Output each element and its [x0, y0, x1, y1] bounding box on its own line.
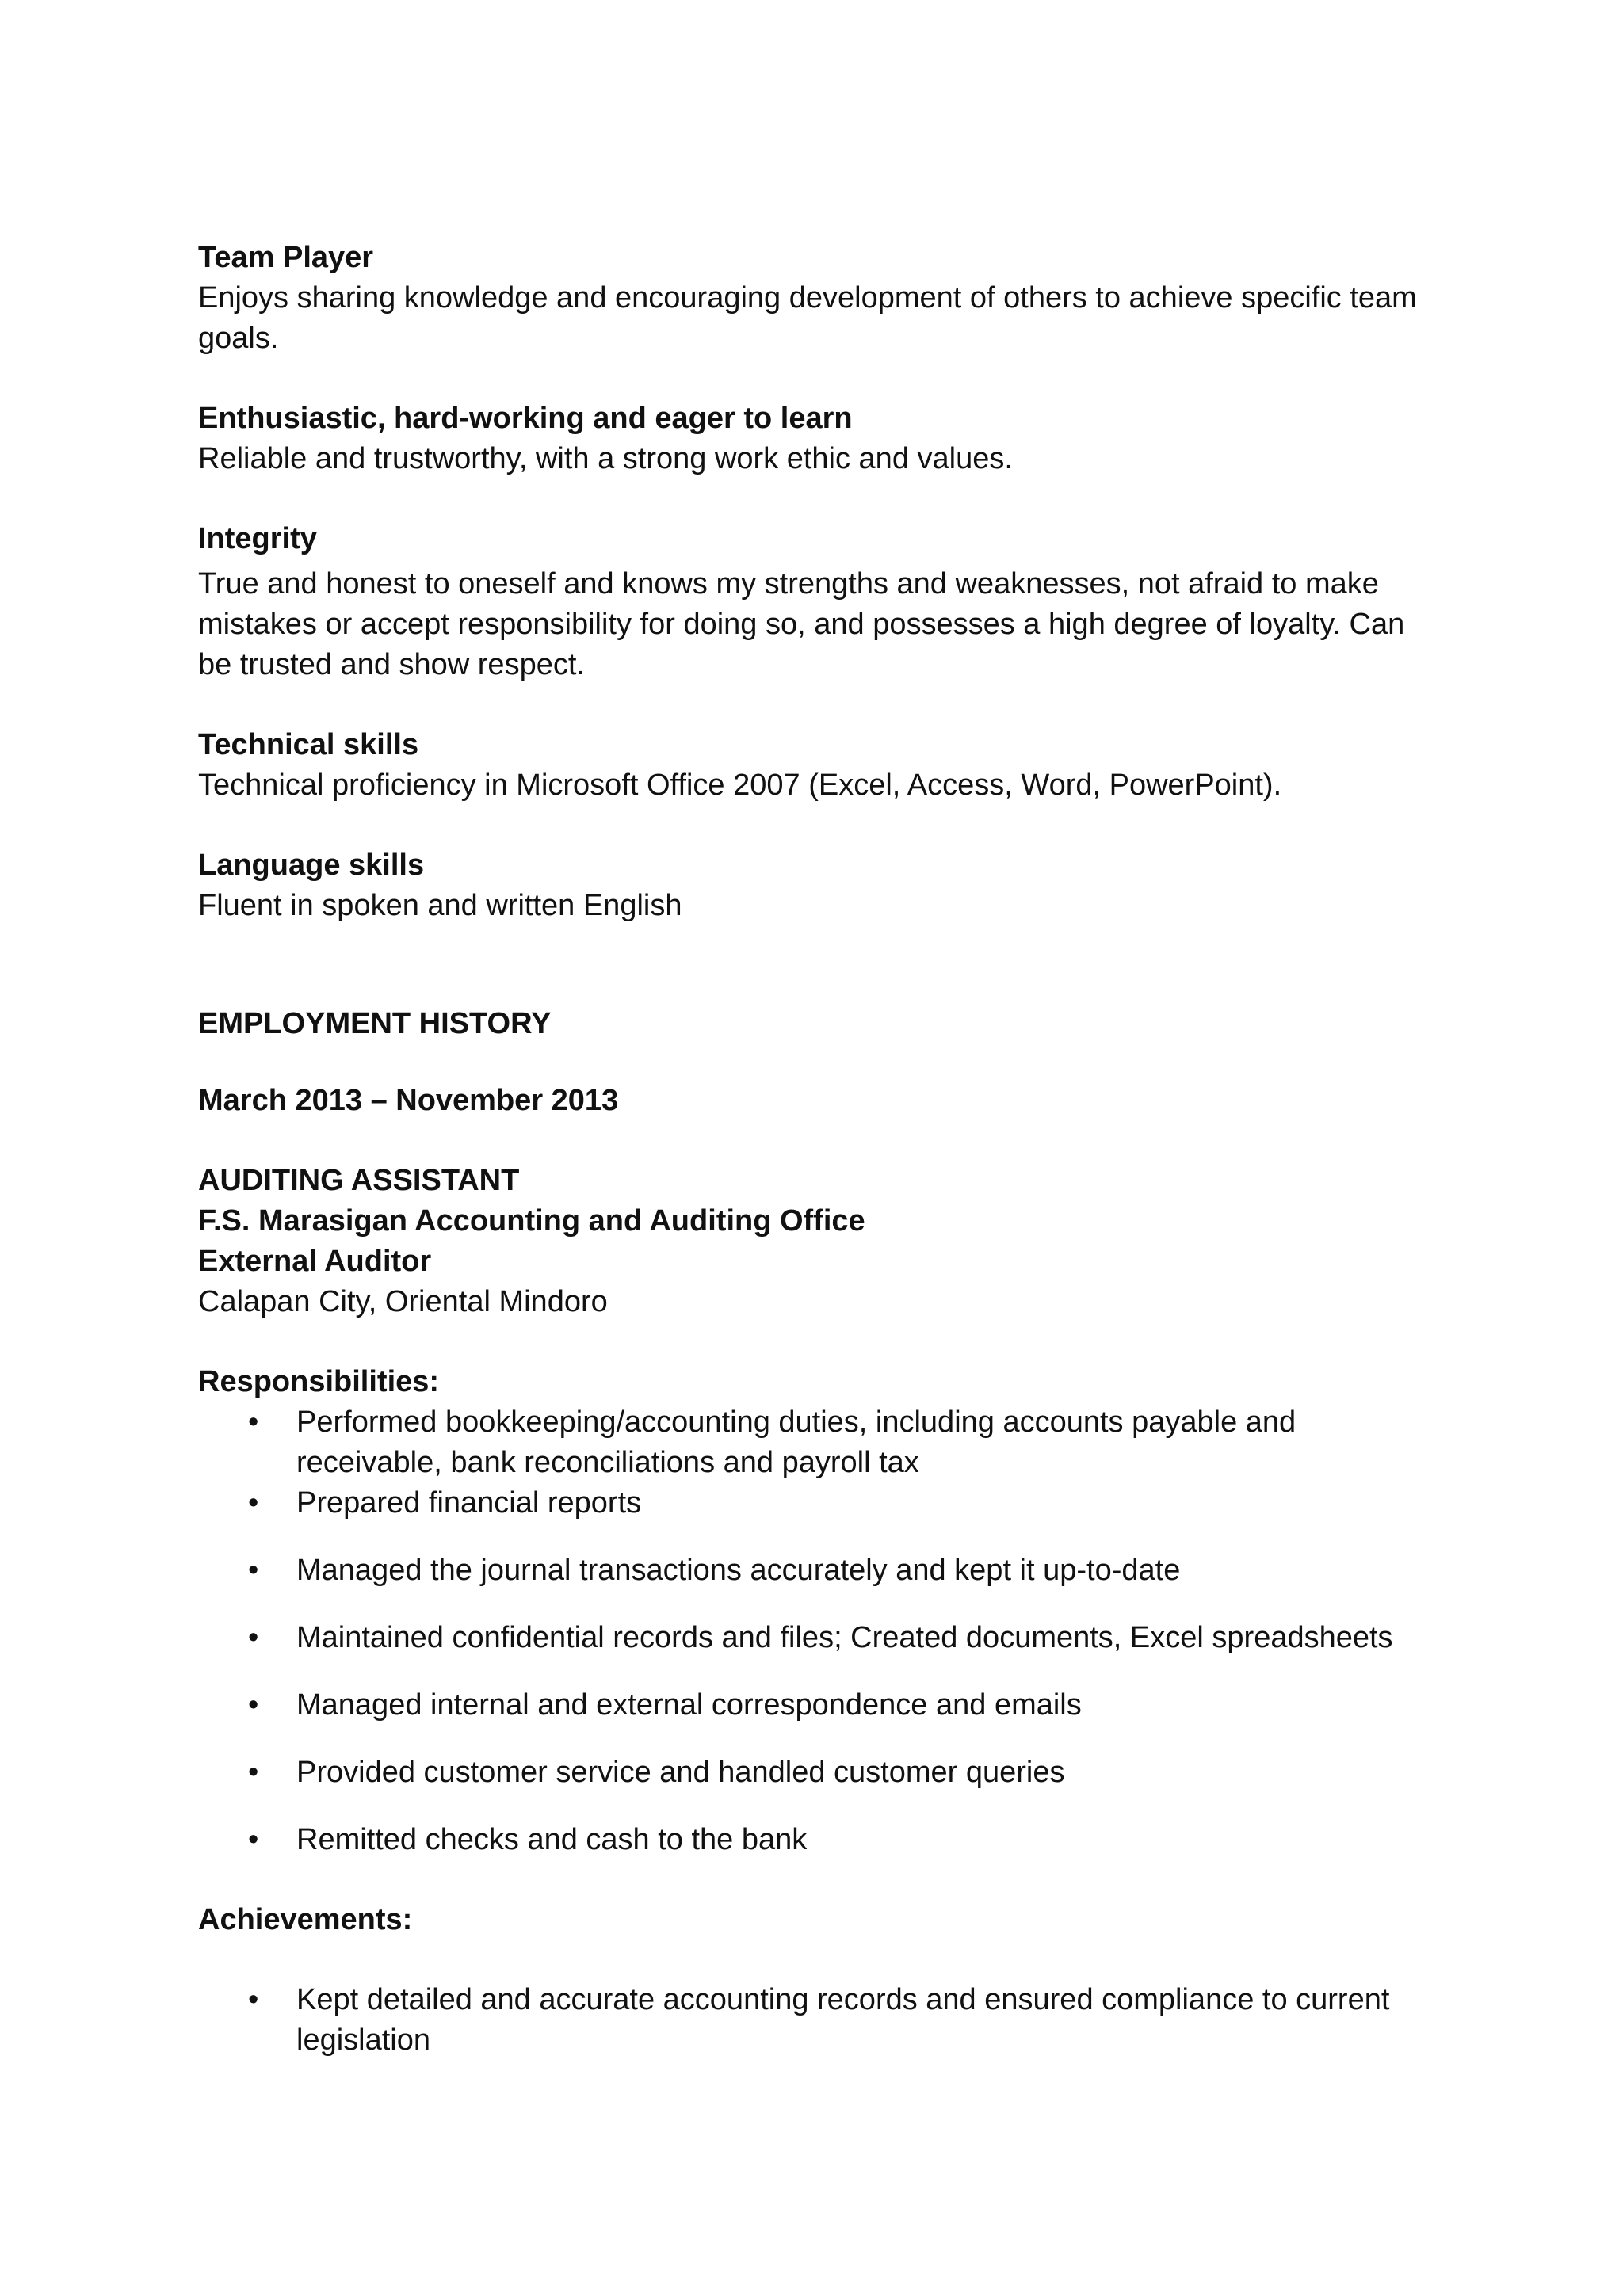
list-item	[198, 1685, 1434, 1726]
job-location: Calapan City, Oriental Mindoro	[198, 1285, 608, 1318]
bullet-icon: •	[248, 1823, 259, 1856]
integrity-text: True and honest to oneself and knows my strengths and weaknesses, not afraid to make mistakes or accept responsibility for doing so, and possesses a high degree of loyalty. Can be trusted and show respect.	[198, 567, 1405, 681]
bullet-icon: •	[248, 1621, 259, 1654]
bullet-icon: •	[248, 1756, 259, 1789]
responsibilities-list	[198, 1402, 1434, 1860]
achievement-text: Kept detailed and accurate accounting records and ensured compliance to current legislation	[296, 1983, 1390, 2057]
list-item	[198, 1402, 1434, 1483]
bullet-icon: •	[248, 1486, 259, 1520]
team-player-text: Enjoys sharing knowledge and encouraging development of others to achieve specific team goals.	[198, 281, 1417, 355]
language-skills-text: Fluent in spoken and written English	[198, 889, 682, 922]
document-page	[198, 238, 1434, 2061]
company-name: F.S. Marasigan Accounting and Auditing Office	[198, 1204, 865, 1238]
responsibility-text: Maintained confidential records and files; Created documents, Excel spreadsheets	[296, 1621, 1393, 1654]
achievements-list	[198, 1980, 1434, 2061]
list-item	[198, 1618, 1434, 1658]
list-item	[198, 1820, 1434, 1860]
responsibility-text: Managed the journal transactions accurately and kept it up-to-date	[296, 1554, 1181, 1587]
responsibilities-heading: Responsibilities:	[198, 1365, 440, 1398]
responsibility-text: Remitted checks and cash to the bank	[296, 1823, 808, 1856]
technical-skills-text: Technical proficiency in Microsoft Office 2007 (Excel, Access, Word, PowerPoint).	[198, 769, 1282, 802]
language-skills-heading: Language skills	[198, 849, 425, 882]
employment-history-heading: EMPLOYMENT HISTORY	[198, 1007, 552, 1040]
responsibility-text: Prepared financial reports	[296, 1486, 642, 1520]
bullet-icon: •	[248, 1983, 259, 2016]
responsibility-text: Provided customer service and handled customer queries	[296, 1756, 1065, 1789]
achievements-heading: Achievements:	[198, 1903, 413, 1936]
team-player-heading: Team Player	[198, 241, 374, 274]
technical-skills-heading: Technical skills	[198, 728, 419, 761]
bullet-icon: •	[248, 1554, 259, 1587]
responsibility-text: Performed bookkeeping/accounting duties, including accounts payable and receivable, bank reconciliations and payroll tax	[296, 1405, 1296, 1479]
list-item	[198, 1980, 1434, 2061]
list-item	[198, 1483, 1434, 1524]
list-item	[198, 1550, 1434, 1591]
integrity-heading: Integrity	[198, 522, 317, 555]
job-role: External Auditor	[198, 1245, 432, 1278]
bullet-icon: •	[248, 1688, 259, 1722]
employment-period: March 2013 – November 2013	[198, 1084, 619, 1117]
responsibility-text: Managed internal and external correspondence and emails	[296, 1688, 1082, 1722]
list-item	[198, 1753, 1434, 1793]
enthusiastic-heading: Enthusiastic, hard-working and eager to learn	[198, 402, 853, 435]
enthusiastic-text: Reliable and trustworthy, with a strong work ethic and values.	[198, 442, 1013, 475]
bullet-icon: •	[248, 1405, 259, 1439]
job-position: AUDITING ASSISTANT	[198, 1164, 520, 1197]
